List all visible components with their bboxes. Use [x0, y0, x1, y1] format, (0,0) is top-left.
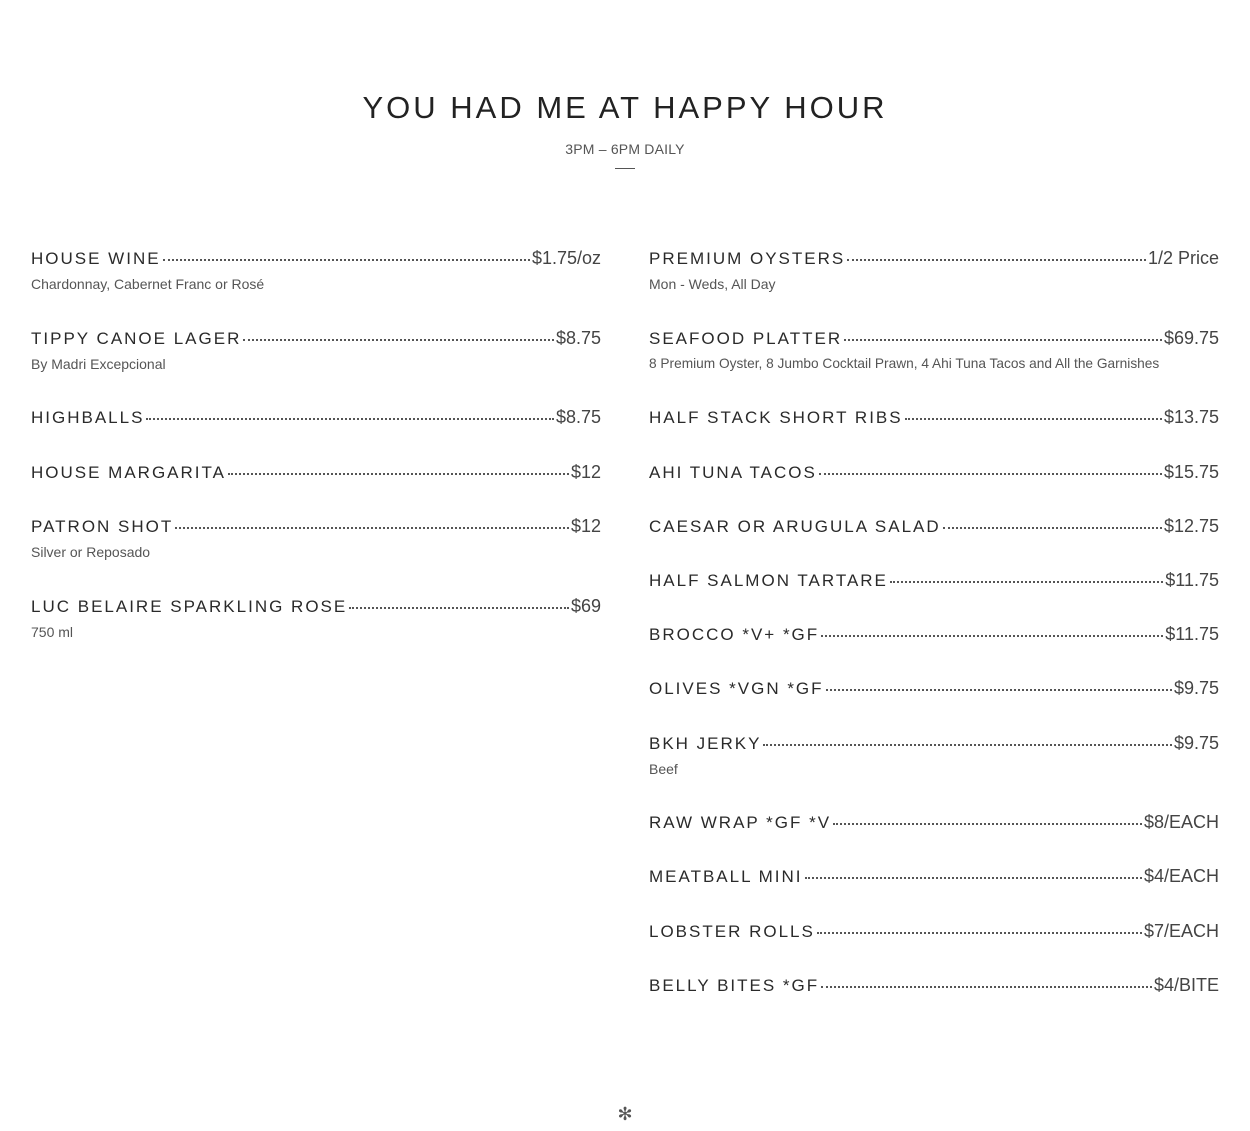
menu-item	[31, 516, 601, 560]
menu-item	[649, 733, 1219, 777]
item-description: 750 ml	[31, 624, 74, 640]
dot-leader	[228, 473, 569, 475]
item-price: $13.75	[1163, 407, 1219, 427]
item-name: HIGHBALLS	[31, 408, 145, 427]
item-name: HOUSE MARGARITA	[31, 463, 226, 482]
menu-item	[649, 975, 1219, 1001]
menu-item	[649, 328, 1219, 371]
dot-leader	[905, 418, 1162, 420]
menu-item	[649, 516, 1219, 542]
item-price: $1.75/oz	[531, 248, 601, 268]
item-name: HOUSE WINE	[31, 249, 161, 268]
dot-leader	[890, 581, 1163, 583]
item-name: MEATBALL MINI	[649, 867, 803, 886]
dot-leader	[943, 527, 1162, 529]
item-price: $69	[570, 596, 601, 616]
hours-subtitle: 3PM – 6PM DAILY	[565, 141, 685, 157]
dot-leader	[826, 689, 1172, 691]
item-price: $12	[570, 462, 601, 482]
menu-item	[31, 407, 601, 433]
dot-leader	[805, 877, 1142, 879]
item-price: $9.75	[1173, 733, 1219, 753]
item-name: LOBSTER ROLLS	[649, 922, 815, 941]
dot-leader	[175, 527, 569, 529]
item-price: $9.75	[1173, 678, 1219, 698]
menu-item	[31, 462, 601, 488]
item-price: $4/BITE	[1153, 975, 1219, 995]
item-name: BELLY BITES *GF	[649, 976, 820, 995]
item-name: HALF SALMON TARTARE	[649, 571, 888, 590]
item-description: Beef	[649, 761, 678, 777]
item-price: $15.75	[1163, 462, 1219, 482]
item-name: HALF STACK SHORT RIBS	[649, 408, 903, 427]
dot-leader	[833, 823, 1142, 825]
menu-item	[649, 678, 1219, 704]
item-price: $11.75	[1165, 624, 1219, 644]
item-description: Mon - Weds, All Day	[649, 276, 776, 292]
divider	[615, 168, 635, 169]
item-name: PREMIUM OYSTERS	[649, 249, 846, 268]
item-price: $8.75	[555, 407, 601, 427]
item-name: PATRON SHOT	[31, 517, 174, 536]
item-price: $12.75	[1163, 516, 1219, 536]
item-description: Silver or Reposado	[31, 544, 151, 560]
dot-leader	[819, 473, 1162, 475]
asterisk-ornament-icon: ✻	[617, 1104, 633, 1124]
item-price: $8.75	[555, 328, 601, 348]
dot-leader	[847, 259, 1146, 261]
item-price: $7/EACH	[1143, 921, 1219, 941]
dot-leader	[817, 932, 1142, 934]
dot-leader	[844, 339, 1162, 341]
menu-item	[31, 328, 601, 372]
menu-item	[649, 812, 1219, 838]
menu-item	[649, 866, 1219, 892]
item-description: By Madri Excepcional	[31, 356, 166, 372]
dot-leader	[349, 607, 569, 609]
menu-item	[649, 624, 1219, 650]
dot-leader	[163, 259, 530, 261]
page-title: YOU HAD ME AT HAPPY HOUR	[362, 90, 888, 125]
menu-item	[649, 570, 1219, 596]
menu-item	[31, 596, 601, 640]
menu-item	[31, 248, 601, 292]
dot-leader	[146, 418, 554, 420]
item-name: TIPPY CANOE LAGER	[31, 329, 242, 348]
item-price: $11.75	[1165, 570, 1219, 590]
item-name: CAESAR OR ARUGULA SALAD	[649, 517, 941, 536]
item-name: BROCCO *V+ *GF	[649, 625, 820, 644]
item-name: BKH JERKY	[649, 734, 762, 753]
item-name: RAW WRAP *GF *V	[649, 813, 832, 832]
menu-header	[0, 88, 1250, 169]
menu-item	[649, 248, 1219, 292]
dot-leader	[763, 744, 1171, 746]
item-description: Chardonnay, Cabernet Franc or Rosé	[31, 276, 265, 292]
item-name: LUC BELAIRE SPARKLING ROSE	[31, 597, 348, 616]
menu-item	[649, 462, 1219, 488]
dot-leader	[243, 339, 554, 341]
dot-leader	[821, 635, 1163, 637]
item-price: $69.75	[1163, 328, 1219, 348]
menu-item	[649, 407, 1219, 433]
item-price: $12	[570, 516, 601, 536]
item-price: $8/EACH	[1143, 812, 1219, 832]
item-name: SEAFOOD PLATTER	[649, 329, 843, 348]
item-description: 8 Premium Oyster, 8 Jumbo Cocktail Prawn, 4 Ahi Tuna Tacos and All the Garnishes	[649, 356, 1160, 371]
dot-leader	[821, 986, 1152, 988]
item-price: $4/EACH	[1143, 866, 1219, 886]
item-name: OLIVES *VGN *GF	[649, 679, 824, 698]
menu-item	[649, 921, 1219, 947]
item-name: AHI TUNA TACOS	[649, 463, 817, 482]
item-price: 1/2 Price	[1147, 248, 1219, 268]
